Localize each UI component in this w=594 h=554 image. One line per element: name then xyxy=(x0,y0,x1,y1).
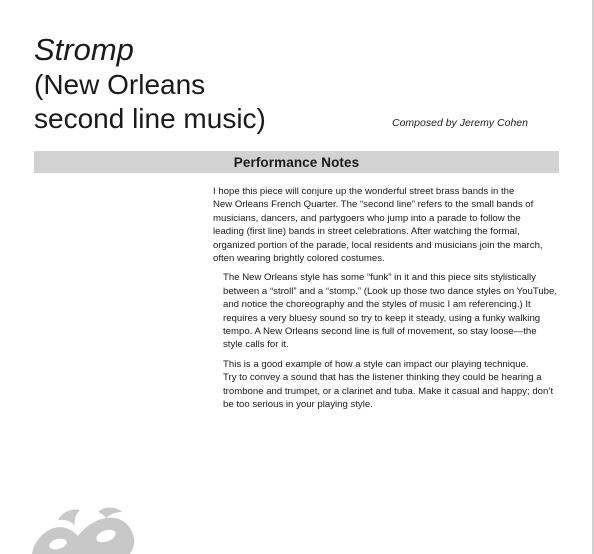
carnival-mask-icon xyxy=(28,506,138,554)
performance-notes-header-bar xyxy=(34,151,559,173)
text-line: requires a very bluesy sound so try to keep it steady, using a funky walking xyxy=(223,312,541,324)
text-line: New Orleans French Quarter. The “second line” refers to the small bands of xyxy=(213,199,534,211)
notes-paragraph-1 xyxy=(213,185,565,265)
text-line: musicians, dancers, and partygoers who jump into a parade to follow the xyxy=(213,212,521,224)
text-line: leading (first line) bands in street celebrations. After watching the formal, xyxy=(213,226,520,238)
text-line: Try to convey a sound that has the listener thinking they could be hearing a xyxy=(223,372,542,384)
text-line: I hope this piece will conjure up the wonderful street brass bands in the xyxy=(213,186,515,197)
piece-title: Stromp xyxy=(34,32,134,67)
text-line: style calls for it. xyxy=(223,339,289,351)
text-line: between a “stroll” and a “stomp.” (Look up those two dance styles on YouTube, xyxy=(223,285,558,297)
text-line: be too serious in your playing style. xyxy=(223,399,373,411)
title-block xyxy=(34,32,364,136)
performance-notes-heading: Performance Notes xyxy=(233,154,360,170)
piece-subtitle-line-2: second line music) xyxy=(34,103,266,134)
text-line: The New Orleans style has some “funk” in it and this piece sits stylistically xyxy=(223,272,536,284)
notes-paragraph-2 xyxy=(213,271,565,351)
text-line: tempo. A New Orleans second line is full of movement, so stay loose—the xyxy=(223,326,537,338)
text-line: This is a good example of how a style can impact our playing technique. xyxy=(223,358,529,370)
notes-paragraph-3 xyxy=(213,358,565,412)
text-line: trombone and trumpet, or a clarinet and tuba. Make it casual and happy; don’t xyxy=(223,385,554,397)
composer-credit: Composed by Jeremy Cohen xyxy=(392,117,528,129)
text-line: and notice the choreography and the styles of music I am referencing.) It xyxy=(223,299,531,311)
text-line: often wearing brightly colored costumes. xyxy=(213,253,385,265)
performance-notes-body xyxy=(213,185,565,418)
piece-subtitle-line-1: (New Orleans xyxy=(34,69,206,100)
text-line: organized portion of the parade, local residents and musicians join the march, xyxy=(213,239,543,251)
